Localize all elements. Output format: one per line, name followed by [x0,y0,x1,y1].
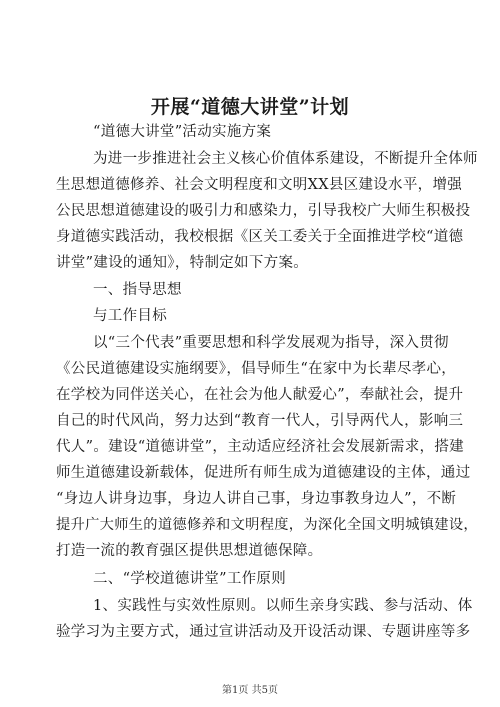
body-line: 自己的时代风尚，努力达到“教育一代人，引导两代人，影响三 [56,413,464,429]
body-line: 生思想道德修养、社会文明程度和文明XX县区建设水平，增强 [56,177,463,193]
body-line: 1、实践性与实效性原则。以师生亲身实践、参与活动、体 [93,598,473,614]
body-line: 公民思想道德建设的吸引力和感染力，引导我校广大师生积极投 [56,203,471,219]
body-line: 为进一步推进社会主义核心价值体系建设，不断提升全体师 [93,151,478,167]
body-line: 代人”。建设“道德讲堂”，主动适应经济社会发展新需求，搭建 [56,439,464,455]
body-line: 在学校为同伴送关心，在社会为他人献爱心”，奉献社会，提升 [56,387,464,403]
page-footer: 第1页 共5页 [222,685,278,696]
body-line: 验学习为主要方式，通过宣讲活动及开设活动课、专题讲座等多 [56,624,471,640]
body-line: 以“三个代表”重要思想和科学发展观为指导，深入贯彻 [93,335,449,351]
section-heading: 二、“学校道德讲堂”工作原则 [93,571,287,587]
document-title: 开展“道德大讲堂”计划 [150,96,350,118]
body-line: “身边人讲身边事，身边人讲自己事，身边事教身边人”，不断 [56,491,457,507]
body-line: 身道德实践活动，我校根据《区关工委关于全面推进学校“道德 [56,229,464,245]
body-line: 师生道德建设新载体，促进所有师生成为道德建设的主体，通过 [56,465,471,481]
subtitle-line: “道德大讲堂”活动实施方案 [93,124,272,140]
section-heading: 与工作目标 [93,308,167,324]
body-line: 《公民道德建设实施纲要》，倡导师生“在家中为长辈尽孝心， [56,361,457,377]
body-line: 打造一流的教育强区提供思想道德保障。 [56,543,323,559]
section-heading: 一、指导思想 [93,282,182,298]
body-line: 提升广大师生的道德修养和文明程度，为深化全国文明城镇建设， [56,517,478,533]
body-line: 讲堂”建设的通知》，特制定如下方案。 [56,255,309,271]
